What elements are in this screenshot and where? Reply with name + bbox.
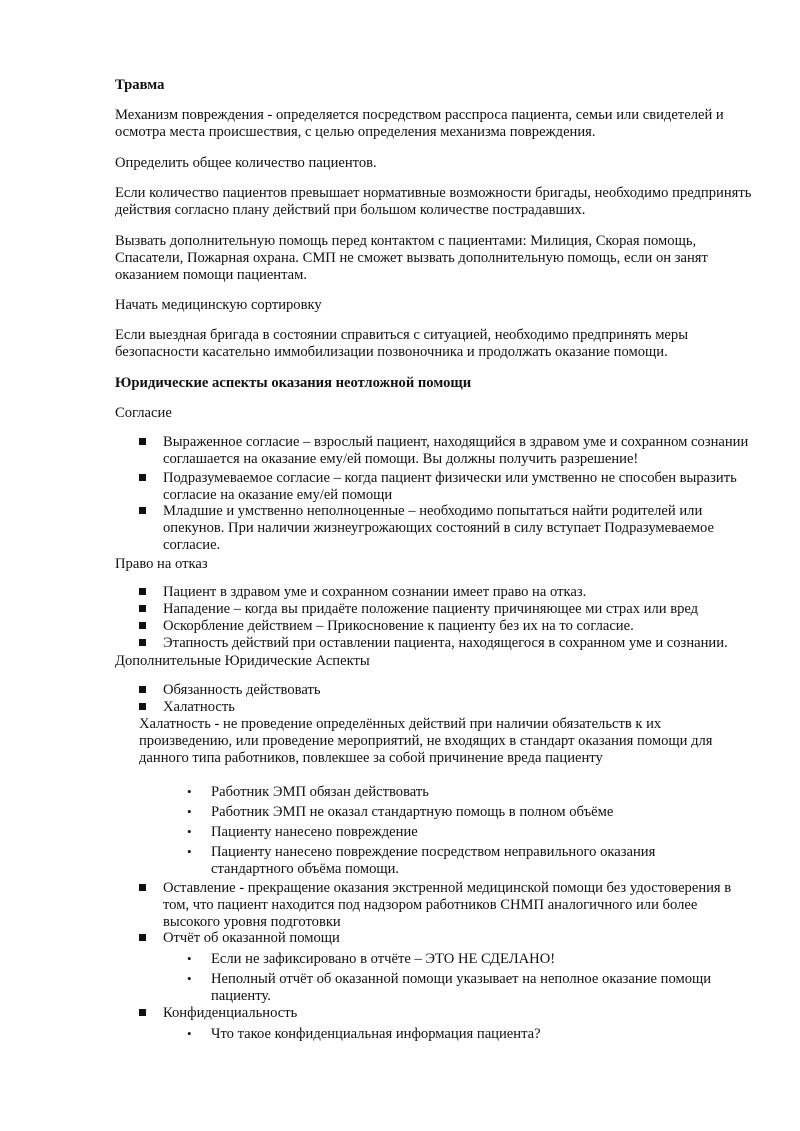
- abandonment-item: Оставление - прекращение оказания экстренной медицинской помощи без удостоверения в том, что пациент находится под надзором работников СНМП аналогичного или более высокого уровня подготовки: [163, 880, 732, 930]
- square-bullet-icon: [139, 438, 146, 445]
- consent-item: Выраженное согласие – взрослый пациент, находящийся в здравом уме и сохранном сознании соглашается на оказание ему/ей помощи. Вы должны получить разрешение!: [163, 434, 749, 467]
- bullet-dot-icon: •: [187, 784, 192, 799]
- negligence-subitem: Работник ЭМП не оказал стандартную помощь в полном объёме: [211, 804, 614, 820]
- report-item: Отчёт об оказанной помощи: [163, 930, 340, 946]
- bullet-dot-icon: •: [187, 1026, 192, 1041]
- square-bullet-icon: [139, 884, 146, 891]
- paragraph-count: Определить общее количество пациентов.: [115, 155, 377, 171]
- bullet-dot-icon: •: [187, 971, 192, 986]
- refusal-item: Нападение – когда вы придаёте положение пациенту причиняющее ми страх или вред: [163, 601, 699, 617]
- negligence-item: Халатность: [163, 699, 235, 715]
- square-bullet-icon: [139, 686, 146, 693]
- report-subitem: Неполный отчёт об оказанной помощи указывает на неполное оказание помощи пациенту.: [211, 971, 712, 1004]
- consent-item: Подразумеваемое согласие – когда пациент физически или умственно не способен выразить согласие на оказание ему/ей помощи: [163, 470, 737, 503]
- square-bullet-icon: [139, 474, 146, 481]
- negligence-definition: Халатность - не проведение определённых действий при наличии обязательств к их произведению, или проведение мероприятий, не входящих в стандарт оказания помощи для данного типа работников, повлекшее за собой причинение вреда пациенту: [139, 716, 713, 766]
- square-bullet-icon: [139, 639, 146, 646]
- bullet-dot-icon: •: [187, 804, 192, 819]
- paragraph-triage: Начать медицинскую сортировку: [115, 297, 322, 313]
- consent-item: Младшие и умственно неполноценные – необходимо попытаться найти родителей или опекунов. При наличии жизнеугрожающих состояний в силу вступает Подразумеваемое согласие.: [163, 503, 714, 553]
- square-bullet-icon: [139, 934, 146, 941]
- confidentiality-subitem: Что такое конфиденциальная информация пациента?: [211, 1026, 541, 1042]
- refusal-label: Право на отказ: [115, 556, 208, 572]
- bullet-dot-icon: •: [187, 824, 192, 839]
- paragraph-capacity: Если количество пациентов превышает нормативные возможности бригады, необходимо предпринять действия согласно плану действий при большом количестве пострадавших.: [115, 185, 752, 218]
- legal-heading: Юридические аспекты оказания неотложной помощи: [115, 375, 472, 391]
- doc-title: Травма: [115, 77, 165, 93]
- paragraph-mechanism: Механизм повреждения - определяется посредством расспроса пациента, семьи или свидетелей и осмотра места происшествия, с целью определения механизма повреждения.: [115, 107, 724, 140]
- consent-label: Согласие: [115, 405, 172, 421]
- bullet-dot-icon: •: [187, 951, 192, 966]
- negligence-subitem: Пациенту нанесено повреждение посредством неправильного оказания стандартного объёма помощи.: [211, 844, 656, 877]
- paragraph-call-help: Вызвать дополнительную помощь перед контактом с пациентами: Милиция, Скорая помощь, Спасатели, Пожарная охрана. СМП не сможет вызвать дополнительную помощь, если он занят оказанием помощи пациентам.: [115, 233, 708, 283]
- square-bullet-icon: [139, 703, 146, 710]
- paragraph-safety: Если выездная бригада в состоянии справиться с ситуацией, необходимо предпринять меры безопасности касательно иммобилизации позвоночника и продолжать оказание помощи.: [115, 327, 689, 360]
- confidentiality-item: Конфиденциальность: [163, 1005, 298, 1021]
- negligence-subitem: Работник ЭМП обязан действовать: [211, 784, 429, 800]
- square-bullet-icon: [139, 622, 146, 629]
- square-bullet-icon: [139, 605, 146, 612]
- bullet-dot-icon: •: [187, 844, 192, 859]
- negligence-subitem: Пациенту нанесено повреждение: [211, 824, 418, 840]
- square-bullet-icon: [139, 588, 146, 595]
- refusal-item: Оскорбление действием – Прикосновение к пациенту без их на то согласие.: [163, 618, 634, 634]
- refusal-item: Пациент в здравом уме и сохранном сознании имеет право на отказ.: [163, 584, 587, 600]
- refusal-item: Этапность действий при оставлении пациента, находящегося в сохранном уме и сознании.: [163, 635, 728, 651]
- square-bullet-icon: [139, 1009, 146, 1016]
- report-subitem: Если не зафиксировано в отчёте – ЭТО НЕ СДЕЛАНО!: [211, 951, 556, 967]
- duty-item: Обязанность действовать: [163, 682, 321, 698]
- additional-label: Дополнительные Юридические Аспекты: [115, 653, 370, 669]
- square-bullet-icon: [139, 507, 146, 514]
